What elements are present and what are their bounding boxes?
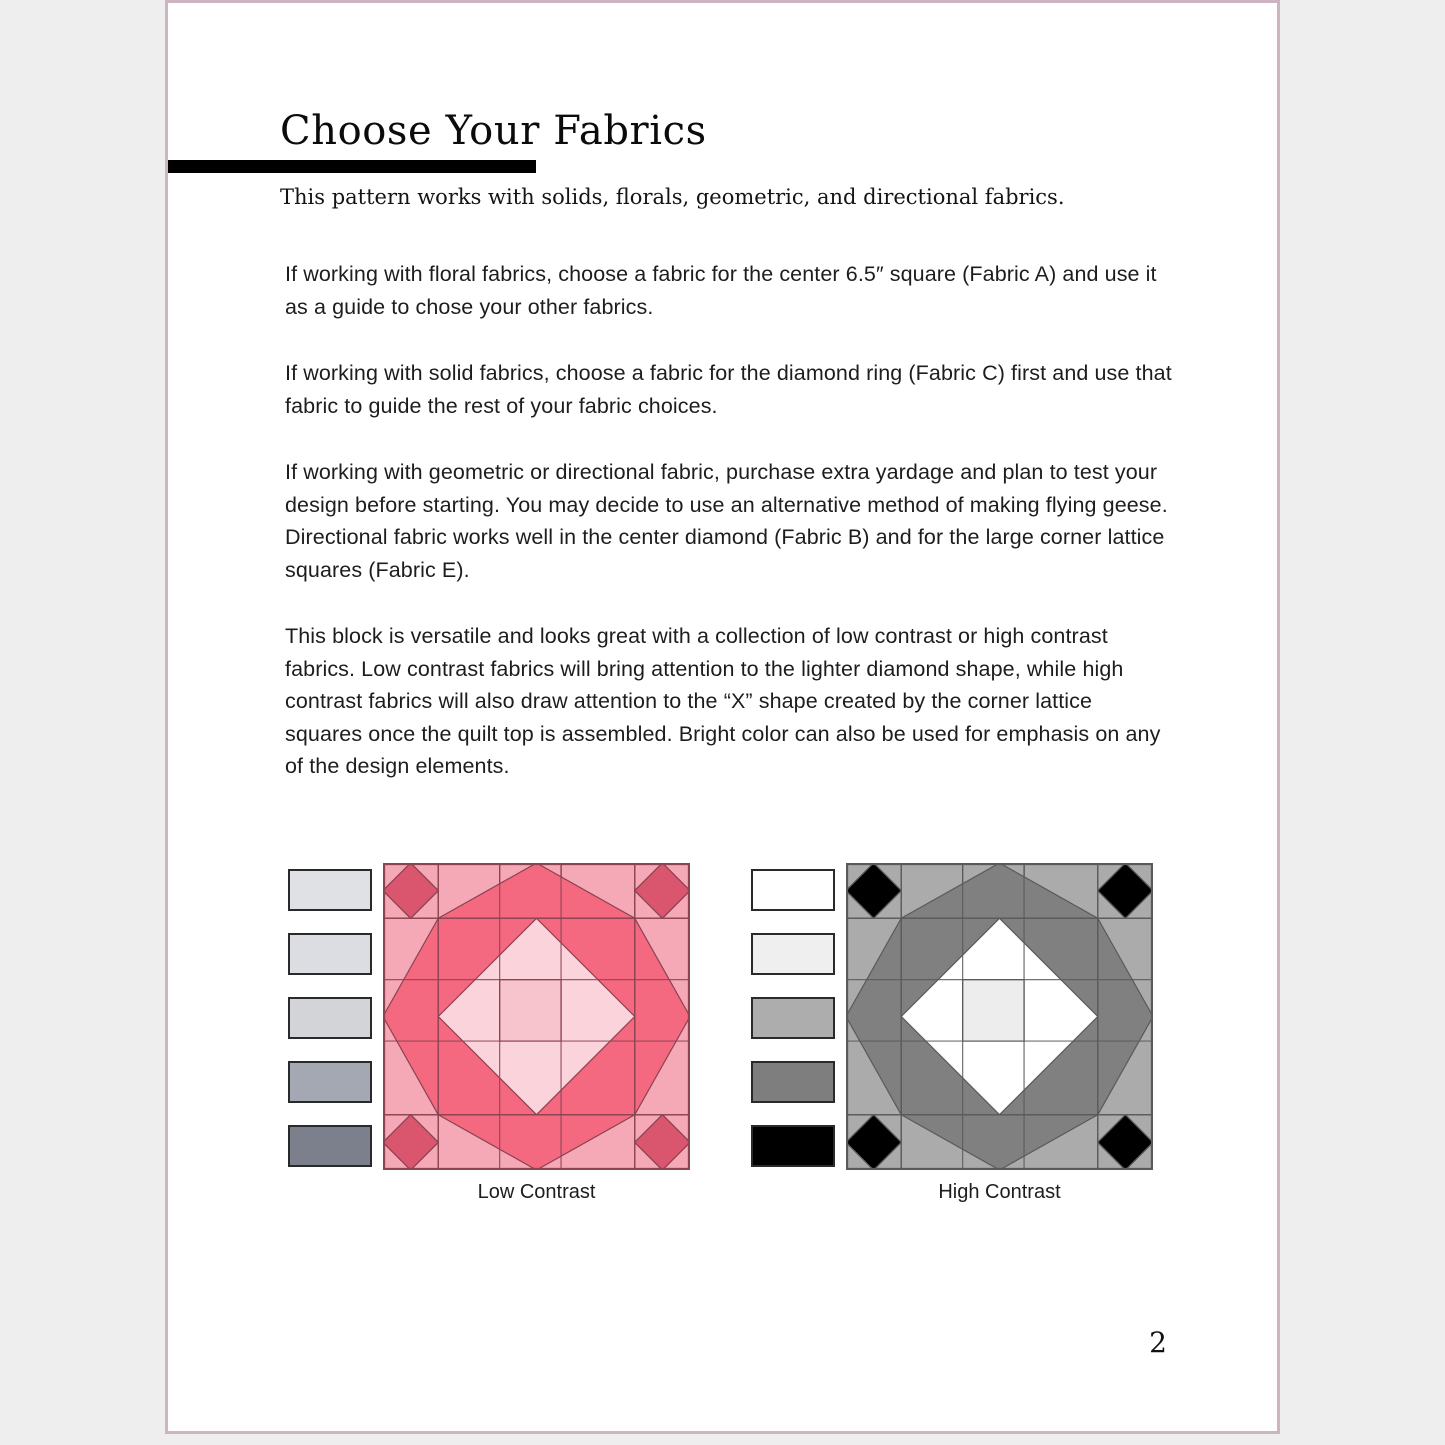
swatch-column-low bbox=[288, 869, 372, 1167]
swatch-low-2 bbox=[288, 933, 372, 975]
figure-row bbox=[168, 863, 1277, 1223]
title-rule bbox=[168, 160, 536, 173]
swatch-high-2 bbox=[751, 933, 835, 975]
swatch-low-3 bbox=[288, 997, 372, 1039]
paragraph-solid: If working with solid fabrics, choose a fabric for the diamond ring (Fabric C) first and use that fabric to guide the rest of your fabric choices. bbox=[285, 361, 1172, 418]
swatch-low-1 bbox=[288, 869, 372, 911]
quilt-block-svg-high bbox=[846, 863, 1153, 1170]
quilt-block-svg-low bbox=[383, 863, 690, 1170]
paragraph-contrast: This block is versatile and looks great with a collection of low contrast or high contrast fabrics. Low contrast fabrics will bring attention to the lighter diamond shape, while high contrast fabrics will also draw attention to the “X” shape created by the corner lattice squares once the quilt top is assembled. Bright color can also be used for emphasis on any of the design elements. bbox=[285, 624, 1161, 778]
swatch-column-high bbox=[751, 869, 835, 1167]
page-number: 2 bbox=[1149, 1326, 1167, 1359]
intro-paragraph: This pattern works with solids, florals, geometric, and directional fabrics. bbox=[280, 185, 1065, 209]
paragraph-directional: If working with geometric or directional fabric, purchase extra yardage and plan to test your design before starting. You may decide to use an alternative method of making flying geese. Directional fabric works well in the center diamond (Fabric B) and for the large corner lattice squares (Fabric E). bbox=[285, 460, 1168, 582]
swatch-low-4 bbox=[288, 1061, 372, 1103]
paragraph-floral: If working with floral fabrics, choose a fabric for the center 6.5″ square (Fabric A) and use it as a guide to chose your other fabrics. bbox=[285, 262, 1157, 319]
swatch-high-4 bbox=[751, 1061, 835, 1103]
swatch-low-5 bbox=[288, 1125, 372, 1167]
page-title: Choose Your Fabrics bbox=[280, 108, 707, 154]
quilt-block-low-contrast bbox=[383, 863, 690, 1170]
caption-high-contrast: High Contrast bbox=[938, 1181, 1061, 1203]
body-copy bbox=[285, 258, 1175, 783]
document-page bbox=[165, 0, 1280, 1434]
quilt-block-high-contrast bbox=[846, 863, 1153, 1170]
swatch-high-1 bbox=[751, 869, 835, 911]
caption-low-contrast: Low Contrast bbox=[477, 1181, 596, 1203]
swatch-high-3 bbox=[751, 997, 835, 1039]
swatch-high-5 bbox=[751, 1125, 835, 1167]
